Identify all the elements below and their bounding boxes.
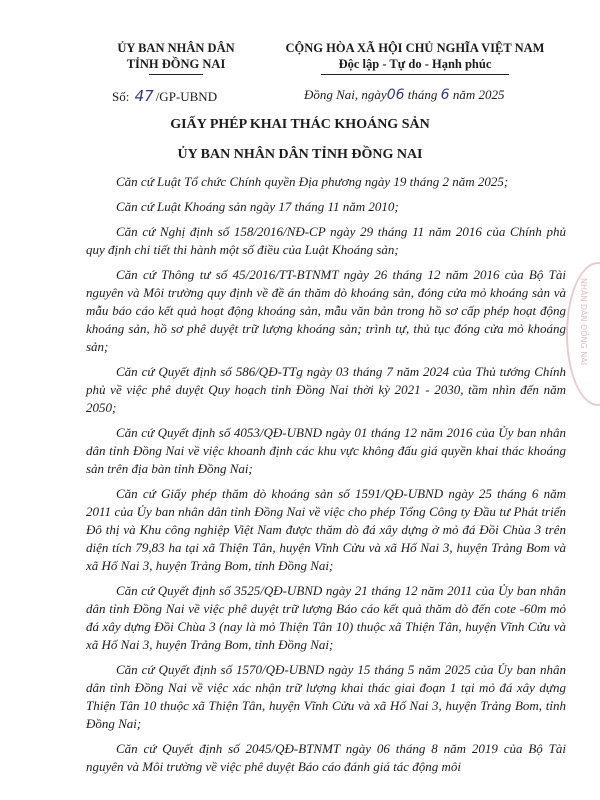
paragraph: Căn cứ Giấy phép thăm dò khoáng sản số 1591/QĐ-UBND ngày 25 tháng 6 năm 2011 của Ủy ban nhân dân tỉnh Đồng Nai về việc cho phép Tổng Công ty Đầu tư Phát triển Đô thị và Khu công nghiệp Việt Nam được thăm dò đá xây dựng ở mỏ đá Đồi Chùa 3 trên diện tích 79,83 ha tại xã Thiện Tân, huyện Vĩnh Cửu và xã Hố Nai 3, huyện Trảng Bom và xã Hố Nai 3, huyện Trảng Bom, tỉnh Đồng Nai; (86, 486, 566, 573)
paragraph: Căn cứ Quyết định số 4053/QĐ-UBND ngày 01 tháng 12 năm 2016 của Ủy ban nhân dân tỉnh Đồng Nai về việc khoanh định các khu vực không đấu giá quyền khai thác khoáng sản trên địa bàn tỉnh Đồng Nai; (86, 425, 566, 476)
issuer-underline (149, 74, 203, 75)
issuer-line-2: TỈNH ĐỒNG NAI (126, 57, 226, 71)
number-prefix: Số: (112, 89, 130, 104)
date-month-label: tháng (407, 87, 438, 102)
national-motto: Độc lập - Tự do - Hạnh phúc (338, 57, 492, 71)
stamp-text: NHÂN DÂN ĐỒNG NAI (579, 278, 588, 366)
paragraph: Căn cứ Quyết định số 3525/QĐ-UBND ngày 21 tháng 12 năm 2011 của Ủy ban nhân dân tỉnh Đồng Nai về việc phê duyệt trữ lượng Báo cáo kết quả thăm dò đến cote -60m mỏ đá xây dựng Đồi Chùa 3 (nay là mỏ Thiện Tân 10) thuộc xã Thiện Tân, huyện Vĩnh Cửu và xã Hố Nai 3, huyện Trảng Bom, tỉnh Đồng Nai; (86, 583, 566, 652)
date-month: 6 (440, 87, 450, 103)
document-date (304, 87, 504, 103)
issuer-title: ỦY BAN NHÂN DÂN TỈNH ĐỒNG NAI (177, 147, 423, 162)
document-number (112, 87, 217, 105)
document-body (86, 173, 566, 783)
issuer-header (98, 40, 254, 75)
paragraph: Căn cứ Thông tư số 45/2016/TT-BTNMT ngày 26 tháng 12 năm 2016 của Bộ Tài nguyên và Môi trường quy định về đề án thăm dò khoáng sản, đóng cửa mỏ khoáng sản và mẫu báo cáo kết quả hoạt động khoáng sản, mẫu văn bản trong hồ sơ cấp phép hoạt động khoáng sản, hồ sơ phê duyệt trữ lượng khoáng sản; trình tự, thủ tục đóng cửa mỏ khoáng sản; (86, 267, 566, 354)
national-title: CỘNG HÒA XÃ HỘI CHỦ NGHĨA VIỆT NAM (285, 41, 545, 55)
red-seal-stamp (566, 262, 600, 406)
date-prefix: Đồng Nai, ngày (304, 87, 387, 102)
paragraph: Căn cứ Luật Khoáng sản ngày 17 tháng 11 năm 2010; (116, 199, 399, 214)
paragraph: Căn cứ Quyết định số 2045/QĐ-BTNMT ngày 06 tháng 8 năm 2019 của Bộ Tài nguyên và Môi trường về việc phê duyệt Báo cáo đánh giá tác động môi (86, 741, 566, 774)
date-day: 06 (386, 87, 405, 103)
national-header (262, 40, 568, 75)
number-value: 47 (134, 87, 154, 105)
document-title: GIẤY PHÉP KHAI THÁC KHOÁNG SẢN (170, 117, 430, 132)
paragraph: Căn cứ Quyết định số 586/QĐ-TTg ngày 03 tháng 7 năm 2024 của Thủ tướng Chính phủ về việc phê duyệt Quy hoạch tỉnh Đồng Nai thời kỳ 2021 - 2030, tầm nhìn đến năm 2050; (86, 364, 566, 415)
paragraph: Căn cứ Quyết định số 1570/QĐ-UBND ngày 15 tháng 5 năm 2025 của Ủy ban nhân dân tỉnh Đồng Nai về việc xác nhận trữ lượng khai thác giai đoạn 1 tại mỏ đá xây dựng Thiện Tân 10 thuộc xã Thiện Tân, huyện Vĩnh Cửu và xã Hố Nai 3, huyện Trảng Bom, tỉnh Đồng Nai; (86, 662, 566, 731)
paragraph: Căn cứ Nghị định số 158/2016/NĐ-CP ngày 29 tháng 11 năm 2016 của Chính phủ quy định chi tiết thi hành một số điều của Luật Khoáng sản; (86, 224, 566, 257)
date-year: năm 2025 (452, 87, 505, 102)
motto-underline (321, 74, 509, 75)
number-suffix: /GP-UBND (155, 89, 218, 104)
issuer-line-1: ỦY BAN NHÂN DÂN (117, 41, 235, 55)
paragraph: Căn cứ Luật Tổ chức Chính quyền Địa phương ngày 19 tháng 2 năm 2025; (116, 174, 509, 189)
